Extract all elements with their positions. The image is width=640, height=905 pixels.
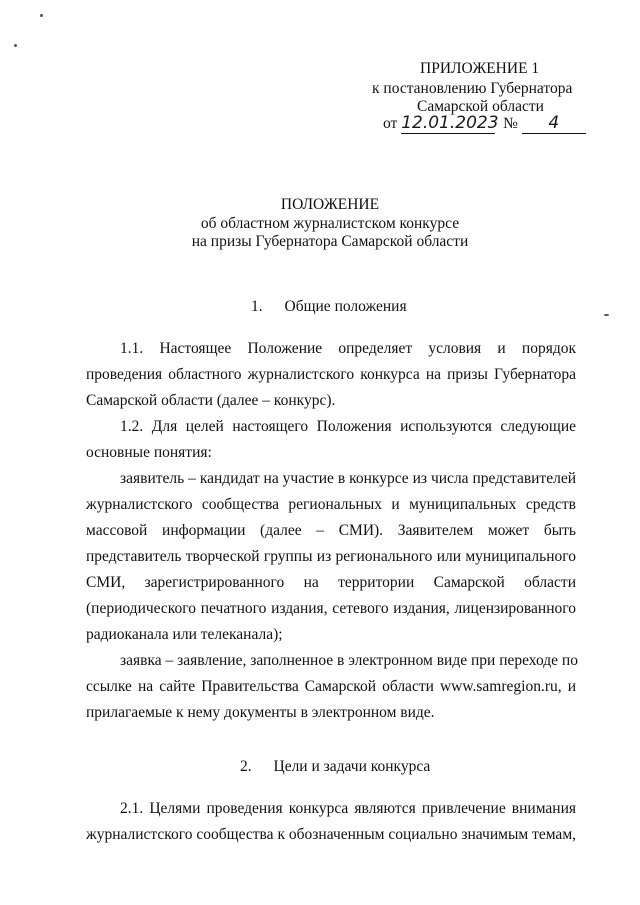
section-heading (251, 298, 407, 316)
document-title: ПОЛОЖЕНИЕ (280, 196, 380, 213)
section-number: 2. (240, 758, 252, 775)
number-label: № (503, 115, 518, 132)
paragraph-line: заявка – заявление, заполненное в электронном виде при переходе по (120, 652, 578, 669)
appendix-line-1: к постановлению Губернатора (372, 80, 573, 97)
section-number: 1. (251, 298, 263, 315)
section-title: Цели и задачи конкурса (273, 758, 431, 775)
paragraph-line: массовой информации (далее – СМИ). Заявителем может быть (86, 522, 576, 539)
scan-speck (40, 14, 43, 17)
section-title: Общие положения (284, 298, 407, 315)
paragraph-line: 1.1. Настоящее Положение определяет условия и порядок (120, 340, 576, 357)
date-handwritten: 12.01.2023 (401, 113, 499, 133)
paragraph-line: прилагаемые к нему документы в электронном виде. (86, 704, 435, 721)
appendix-title: ПРИЛОЖЕНИЕ 1 (420, 60, 540, 77)
paragraph-line: 1.2. Для целей настоящего Положения используются следующие (120, 418, 576, 435)
scan-speck (604, 314, 609, 316)
appendix-line-2: Самарской области (417, 98, 544, 115)
section-heading (240, 758, 430, 776)
paragraph-line: журналистского сообщества региональных и муниципальных средств (86, 496, 576, 513)
document-subtitle-2: на призы Губернатора Самарской области (191, 233, 469, 250)
paragraph-line: основные понятия: (86, 444, 212, 461)
scan-speck (14, 44, 17, 47)
number-field (522, 114, 586, 134)
paragraph-line: ссылке на сайте Правительства Самарской области www.samregion.ru, и (86, 678, 576, 695)
paragraph-line: (периодического печатного издания, сетевого издания, лицензированного (86, 600, 576, 617)
paragraph-line: СМИ, зарегистрированного на территории Самарской области (86, 574, 576, 591)
paragraph-line: Самарской области (далее – конкурс). (86, 392, 336, 409)
paragraph-line: журналистского сообщества к обозначенным социально значимым темам, (86, 826, 576, 843)
document-subtitle-1: об областном журналистском конкурсе (200, 215, 460, 232)
appendix-date-row (383, 114, 586, 134)
paragraph-line: проведения областного журналистского конкурса на призы Губернатора (86, 366, 576, 383)
paragraph-line: радиоканала или телеканала); (86, 626, 283, 643)
number-handwritten: 4 (548, 113, 560, 133)
date-prefix: от (383, 115, 398, 132)
paragraph-line: заявитель – кандидат на участие в конкурсе из числа представителей (120, 470, 576, 487)
paragraph-line: представитель творческой группы из регионального или муниципального (86, 548, 576, 565)
paragraph-line: 2.1. Целями проведения конкурса являются привлечение внимания (120, 800, 576, 817)
date-field (401, 113, 499, 134)
